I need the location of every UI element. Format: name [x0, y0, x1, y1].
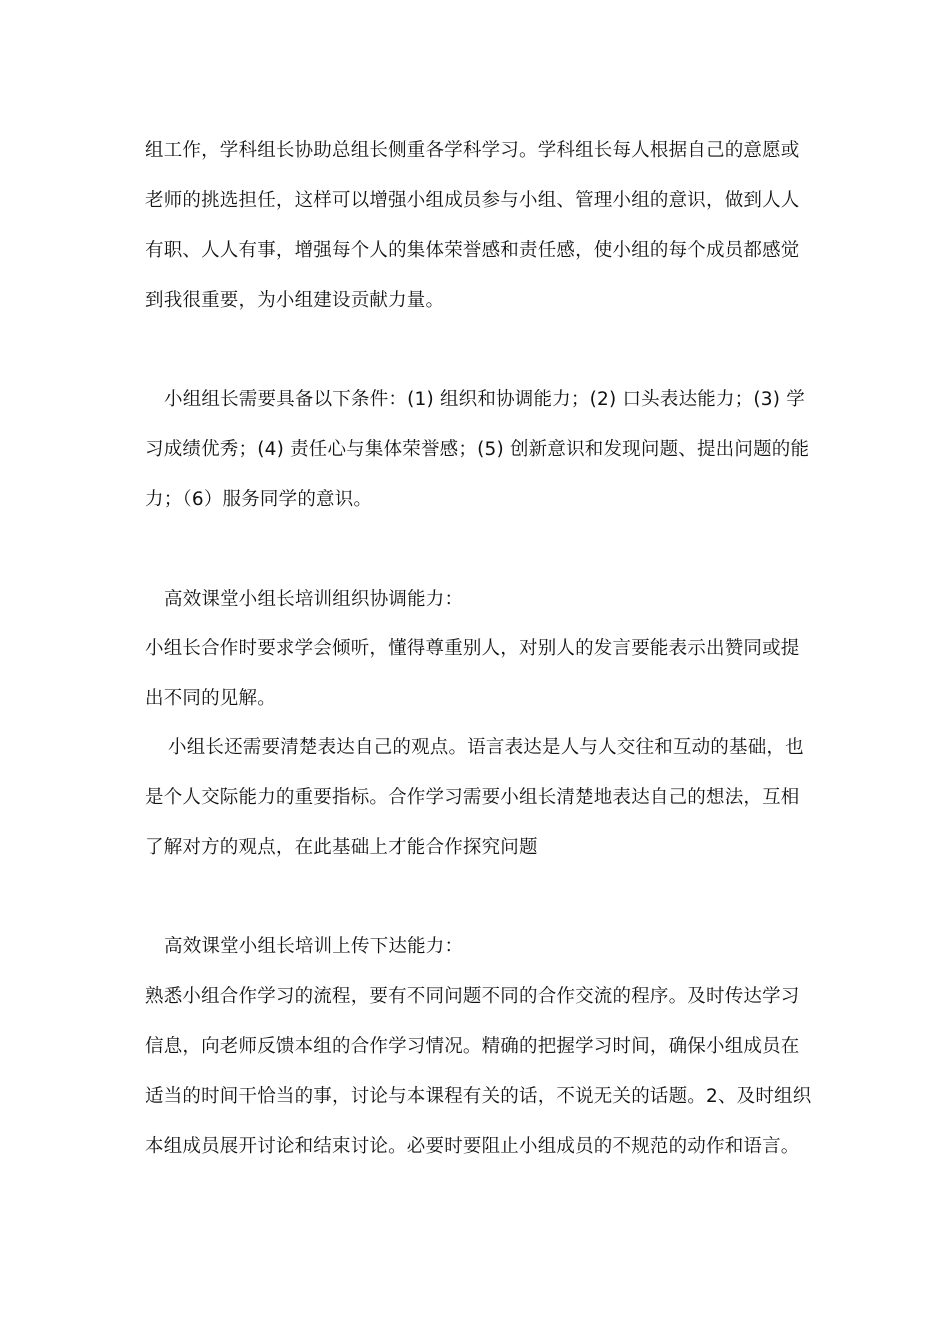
- paragraph-5-line-4: 本组成员展开讨论和结束讨论。必要时要阻止小组成员的不规范的动作和语言。: [145, 1136, 800, 1157]
- paragraph-1-line-4: 到我很重要，为小组建设贡献力量。: [145, 290, 445, 311]
- section-heading-communication: 高效课堂小组长培训上传下达能力：: [164, 936, 464, 957]
- paragraph-4-line-2: 是个人交际能力的重要指标。合作学习需要小组长清楚地表达自己的想法，互相: [145, 787, 800, 808]
- paragraph-2-line-2: 习成绩优秀；(4) 责任心与集体荣誉感；(5) 创新意识和发现问题、提出问题的能: [145, 439, 810, 460]
- paragraph-5-line-1: 熟悉小组合作学习的流程，要有不同问题不同的合作交流的程序。及时传达学习: [145, 986, 800, 1007]
- section-heading-coordination: 高效课堂小组长培训组织协调能力：: [164, 589, 464, 610]
- paragraph-3-line-1: 小组长合作时要求学会倾听，懂得尊重别人，对别人的发言要能表示出赞同或提: [145, 638, 800, 659]
- paragraph-2-line-1: 小组组长需要具备以下条件：(1) 组织和协调能力；(2) 口头表达能力；(3) 学: [164, 389, 805, 410]
- paragraph-4-line-3: 了解对方的观点，在此基础上才能合作探究问题: [145, 837, 538, 858]
- paragraph-5-line-3: 适当的时间干恰当的事，讨论与本课程有关的话，不说无关的话题。2、及时组织: [145, 1086, 812, 1107]
- paragraph-3-line-2: 出不同的见解。: [145, 688, 276, 709]
- paragraph-1-line-2: 老师的挑选担任，这样可以增强小组成员参与小组、管理小组的意识，做到人人: [145, 190, 800, 211]
- paragraph-2-line-3: 力；（6）服务同学的意识。: [145, 489, 373, 510]
- paragraph-5-line-2: 信息，向老师反馈本组的合作学习情况。精确的把握学习时间，确保小组成员在: [145, 1036, 800, 1057]
- paragraph-1-line-3: 有职、人人有事，增强每个人的集体荣誉感和责任感，使小组的每个成员都感觉: [145, 240, 800, 261]
- paragraph-1-line-1: 组工作，学科组长协助总组长侧重各学科学习。学科组长每人根据自己的意愿或: [145, 140, 800, 161]
- paragraph-4-line-1: 小组长还需要清楚表达自己的观点。语言表达是人与人交往和互动的基础，也: [168, 737, 804, 758]
